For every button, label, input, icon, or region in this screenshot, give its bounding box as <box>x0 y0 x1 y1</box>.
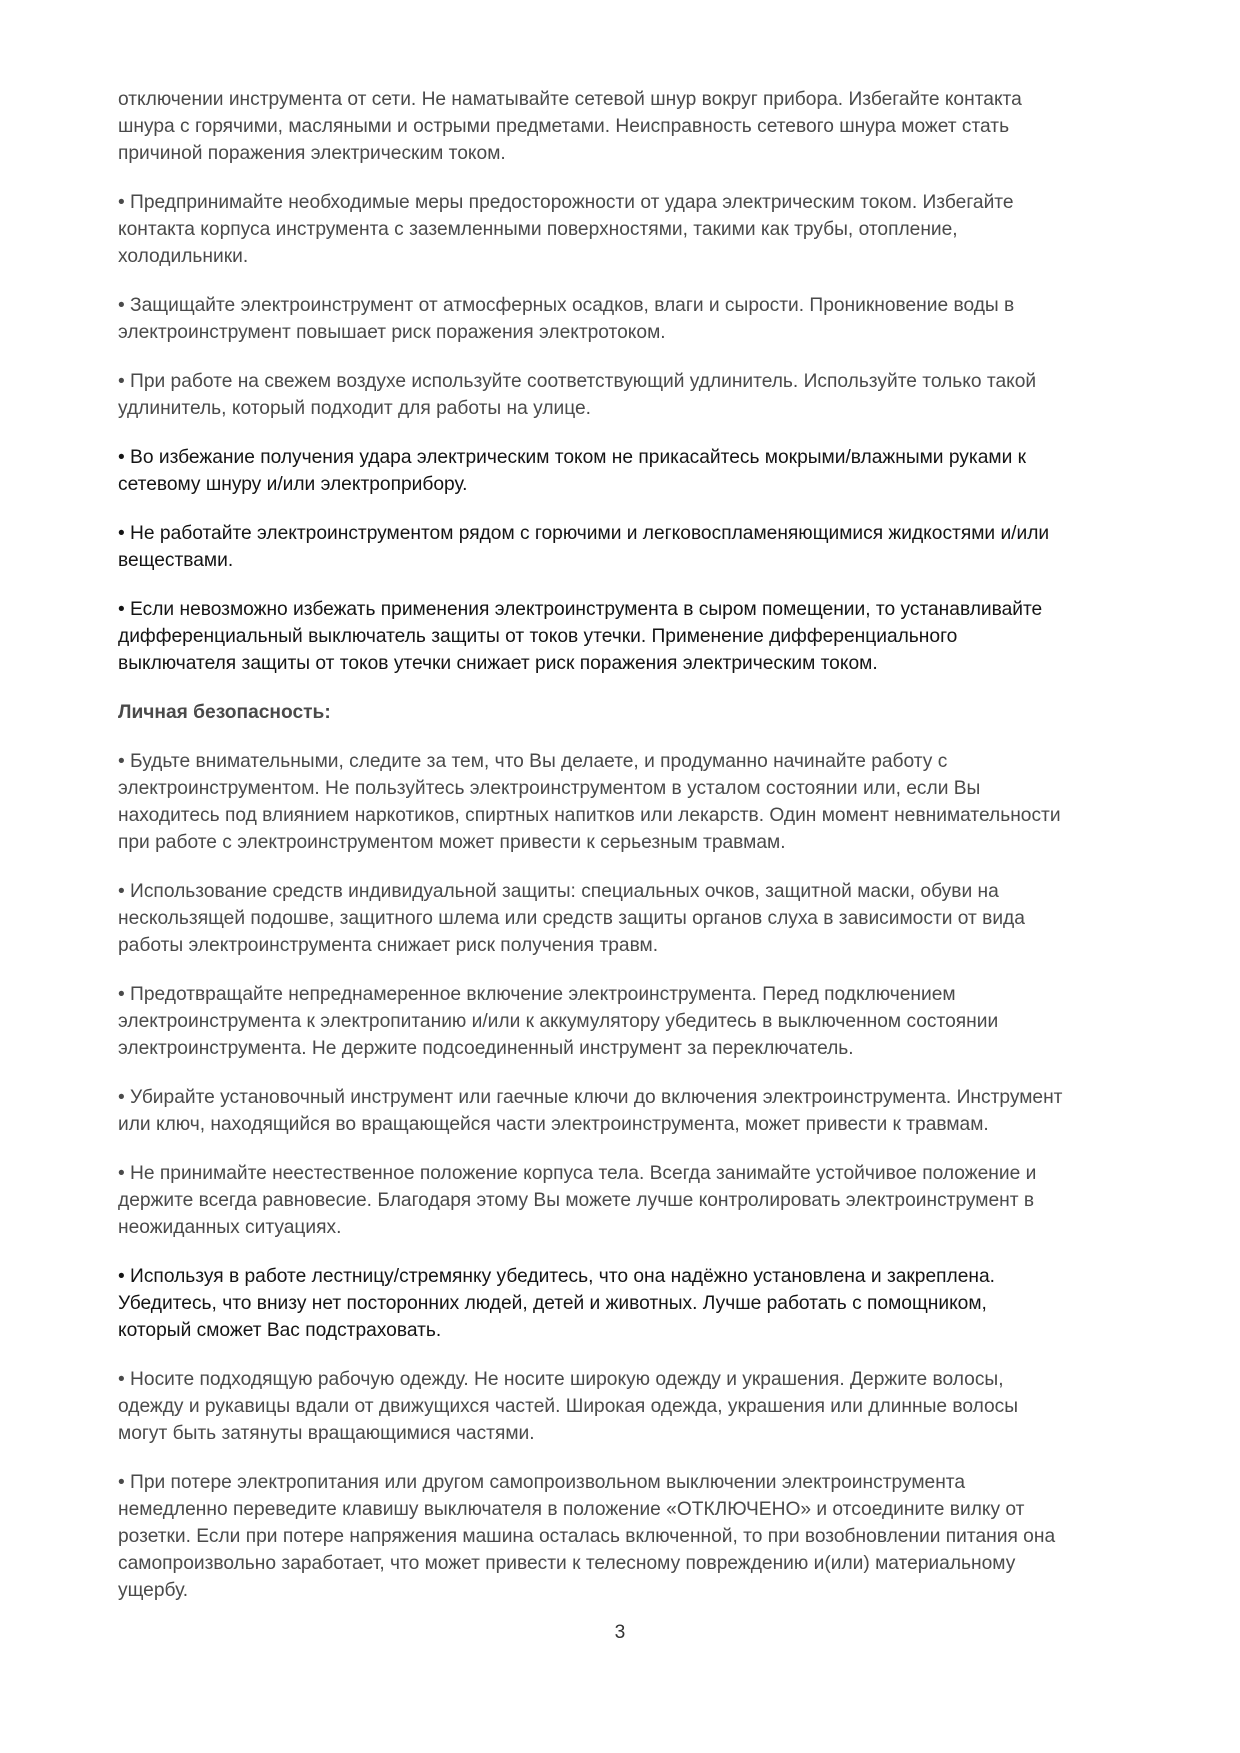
paragraph-work-clothing: • Носите подходящую рабочую одежду. Не носите широкую одежду и украшения. Держите волосы, одежду и рукавицы вдали от движущихся частей. Широкая одежда, украшения или длинные волосы могут быть затянуты вращающимися частями. <box>118 1369 1019 1444</box>
page-number: 3 <box>614 1622 626 1643</box>
paragraph-unintended-start: • Предотвращайте непреднамеренное включение электроинструмента. Перед подключением электроинструмента к электропитанию и/или к аккумулятору убедитесь в выключенном состоянии электроинструмента. Не держите подсоединенный инструмент за переключатель. <box>118 984 999 1059</box>
paragraph-remove-keys: • Убирайте установочный инструмент или гаечные ключи до включения электроинструмента. Инструмент или ключ, находящийся во вращающейся части электроинструмента, может привести к травмам. <box>118 1087 1063 1135</box>
paragraph-flammable-liquids: • Не работайте электроинструментом рядом с горючими и легковоспламеняющимися жидкостями и/или веществами. <box>118 523 1050 571</box>
paragraph-residual-current-device: • Если невозможно избежать применения электроинструмента в сыром помещении, то устанавливайте дифференциальный выключатель защиты от токов утечки. Применение дифференциального выключателя защиты от токов утечки снижает риск поражения электрическим током. <box>118 599 1043 674</box>
paragraph-cord-care: отключении инструмента от сети. Не наматывайте сетевой шнур вокруг прибора. Избегайте контакта шнура с горячими, масляными и острыми предметами. Неисправность сетевого шнура может стать причиной поражения электрическим током. <box>118 89 1022 164</box>
page-content <box>118 86 1158 1626</box>
paragraph-electric-shock-precautions: • Предпринимайте необходимые меры предосторожности от удара электрическим током. Избегайте контакта корпуса инструмента с заземленными поверхностями, такими как трубы, отопление, холодильники. <box>118 192 1014 267</box>
section-heading-personal-safety: Личная безопасность: <box>118 702 331 723</box>
paragraph-wet-hands: • Во избежание получения удара электрическим током не прикасайтесь мокрыми/влажными руками к сетевому шнуру и/или электроприбору. <box>118 447 1027 495</box>
paragraph-protective-equipment: • Использование средств индивидуальной защиты: специальных очков, защитной маски, обуви на нескользящей подошве, защитного шлема или средств защиты органов слуха в зависимости от вида работы электроинструмента снижает риск получения травм. <box>118 881 1025 956</box>
paragraph-stable-posture: • Не принимайте неестественное положение корпуса тела. Всегда занимайте устойчивое положение и держите всегда равновесие. Благодаря этому Вы можете лучше контролировать электроинструмент в неожиданных ситуациях. <box>118 1163 1037 1238</box>
paragraph-ladder-safety: • Используя в работе лестницу/стремянку убедитесь, что она надёжно установлена и закреплена. Убедитесь, что внизу нет посторонних людей, детей и животных. Лучше работать с помощником, который сможет Вас подстраховать. <box>118 1266 996 1341</box>
paragraph-moisture-protection: • Защищайте электроинструмент от атмосферных осадков, влаги и сырости. Проникновение воды в электроинструмент повышает риск поражения электротоком. <box>118 295 1015 343</box>
paragraph-outdoor-extension-cord: • При работе на свежем воздухе используйте соответствующий удлинитель. Используйте только такой удлинитель, который подходит для работы на улице. <box>118 371 1037 419</box>
paragraph-attentiveness: • Будьте внимательными, следите за тем, что Вы делаете, и продуманно начинайте работу с электроинструментом. Не пользуйтесь электроинструментом в усталом состоянии или, если Вы находитесь под влиянием наркотиков, спиртных напитков или лекарств. Один момент невнимательности при работе с электроинструментом может привести к серьезным травмам. <box>118 751 1061 853</box>
paragraph-power-loss: • При потере электропитания или другом самопроизвольном выключении электроинструмента немедленно переведите клавишу выключателя в положение «ОТКЛЮЧЕНО» и отсоедините вилку от розетки. Если при потере напряжения машина осталась включенной, то при возобновлении питания она самопроизвольно заработает, что может привести к телесному повреждению и(или) материальному ущербу. <box>118 1472 1056 1601</box>
